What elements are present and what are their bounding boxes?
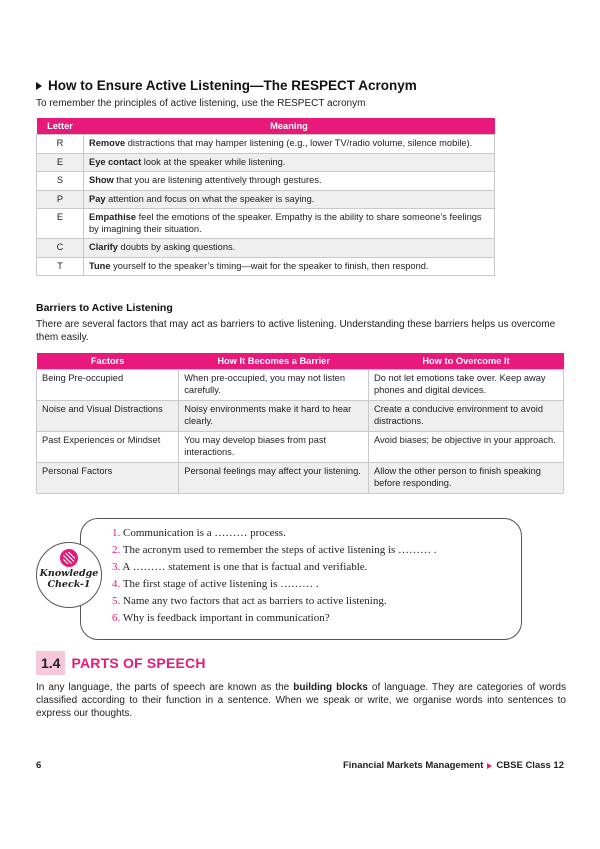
table-header-row (37, 118, 495, 135)
list-item (112, 595, 437, 612)
table-row (37, 370, 564, 401)
knowledge-ball-icon (60, 549, 78, 567)
list-item (112, 578, 437, 595)
meaning-bold: Clarify (89, 242, 118, 252)
meaning-rest: feel the emotions of the speaker. Empathy is the ability to share someone’s feelings by imagining their situation. (89, 212, 482, 234)
row-meaning (84, 190, 495, 209)
header-barrier: How It Becomes a Barrier (179, 353, 369, 370)
cell-barrier: Noisy environments make it hard to hear clearly. (179, 401, 369, 432)
header-letter: Letter (37, 118, 84, 135)
heading-text: How to Ensure Active Listening—The RESPECT Acronym (48, 78, 417, 93)
barriers-intro: There are several factors that may act as barriers to active listening. Understanding these barriers helps us overcome them easily. (36, 319, 556, 343)
cell-factor: Personal Factors (37, 463, 179, 494)
row-letter: C (37, 239, 84, 258)
question-text: Name any two factors that act as barriers to active listening. (123, 595, 387, 607)
list-item (112, 544, 437, 561)
header-meaning: Meaning (84, 118, 495, 135)
table-header-row (37, 353, 564, 370)
meaning-rest: yourself to the speaker’s timing—wait for the speaker to finish, then respond. (110, 260, 429, 271)
section-number: 1.4 (36, 651, 65, 675)
question-list (112, 527, 437, 629)
row-letter: R (37, 135, 84, 154)
row-letter: P (37, 190, 84, 209)
footer-book-title: Financial Markets Management (342, 760, 484, 771)
list-item (112, 612, 437, 629)
meaning-rest: attention and focus on what the speaker is saying. (105, 193, 315, 204)
question-number: 4. (112, 578, 121, 590)
meaning-bold: Empathise (89, 212, 137, 222)
cell-barrier: You may develop biases from past interactions. (179, 432, 369, 463)
footer-class: CBSE Class 12 (496, 760, 564, 771)
cell-factor: Being Pre-occupied (37, 370, 179, 401)
question-text: The acronym used to remember the steps of active listening is ……… . (122, 544, 437, 556)
header-factors: Factors (37, 353, 179, 370)
footer-book (343, 760, 564, 771)
respect-table (36, 118, 495, 276)
meaning-bold: Tune (89, 260, 111, 271)
row-meaning (84, 153, 495, 172)
meaning-bold: Show (89, 175, 114, 185)
meaning-rest: look at the speaker while listening. (141, 156, 286, 167)
triangle-bullet-icon (36, 82, 42, 90)
cell-overcome: Create a conducive environment to avoid distractions. (369, 401, 564, 432)
barriers-table (36, 353, 564, 494)
meaning-rest: doubts by asking questions. (117, 242, 236, 252)
section-header (36, 651, 206, 675)
table-row (37, 172, 495, 191)
question-text: A ……… statement is one that is factual and verifiable. (122, 561, 368, 573)
row-letter: T (37, 257, 84, 276)
intro-text: To remember the principles of active listening, use the RESPECT acronym (36, 98, 366, 109)
question-number: 2. (112, 544, 121, 556)
meaning-bold: Pay (89, 193, 106, 204)
badge-line2: Check-1 (47, 578, 91, 590)
meaning-rest: distractions that may hamper listening (e.g., lower TV/radio volume, silence mobile). (125, 138, 473, 148)
question-text: Why is feedback important in communication? (122, 612, 330, 624)
question-text: Communication is a ……… process. (123, 527, 286, 539)
para-bold: building blocks (293, 682, 368, 693)
question-number: 3. (112, 561, 121, 573)
table-row (37, 209, 495, 239)
list-item (112, 527, 437, 544)
section-paragraph (36, 681, 566, 720)
row-meaning (84, 239, 495, 258)
row-meaning (84, 135, 495, 154)
question-number: 5. (112, 595, 121, 607)
para-before: In any language, the parts of speech are known as the (36, 682, 294, 693)
barriers-heading: Barriers to Active Listening (36, 302, 173, 314)
table-row (37, 239, 495, 258)
para-after: of language. They are categories of words classified according to their function in a sentence. When we speak or write, we organise words into sentences to express our thoughts. (36, 682, 566, 719)
section-heading (36, 78, 417, 93)
cell-overcome: Avoid biases; be objective in your approach. (369, 432, 564, 463)
row-letter: S (37, 172, 84, 191)
row-meaning (84, 172, 495, 191)
row-meaning (84, 209, 495, 239)
cell-barrier: Personal feelings may affect your listening. (179, 463, 369, 494)
table-row (37, 257, 495, 276)
page-number: 6 (36, 760, 42, 771)
meaning-rest: that you are listening attentively through gestures. (113, 175, 322, 185)
table-row (37, 401, 564, 432)
cell-overcome: Do not let emotions take over. Keep away phones and digital devices. (369, 370, 564, 401)
table-row (37, 190, 495, 209)
meaning-bold: Remove (89, 138, 126, 148)
question-text: The first stage of active listening is ……… . (122, 578, 319, 590)
table-row (37, 463, 564, 494)
cell-factor: Noise and Visual Distractions (37, 401, 179, 432)
list-item (112, 561, 437, 578)
row-meaning (84, 257, 495, 276)
section-title: PARTS OF SPEECH (71, 655, 206, 671)
question-number: 1. (112, 527, 121, 539)
footer-triangle-icon (487, 763, 492, 769)
row-letter: E (37, 153, 84, 172)
badge-line1: Knowledge (39, 568, 99, 579)
row-letter: E (37, 209, 84, 239)
cell-factor: Past Experiences or Mindset (37, 432, 179, 463)
table-row (37, 153, 495, 172)
knowledge-check-badge (36, 542, 102, 608)
question-number: 6. (112, 612, 121, 624)
table-row (37, 135, 495, 154)
header-overcome: How to Overcome It (369, 353, 564, 370)
meaning-bold: Eye contact (89, 156, 142, 167)
cell-overcome: Allow the other person to finish speaking before responding. (369, 463, 564, 494)
cell-barrier: When pre-occupied, you may not listen carefully. (179, 370, 369, 401)
table-row (37, 432, 564, 463)
